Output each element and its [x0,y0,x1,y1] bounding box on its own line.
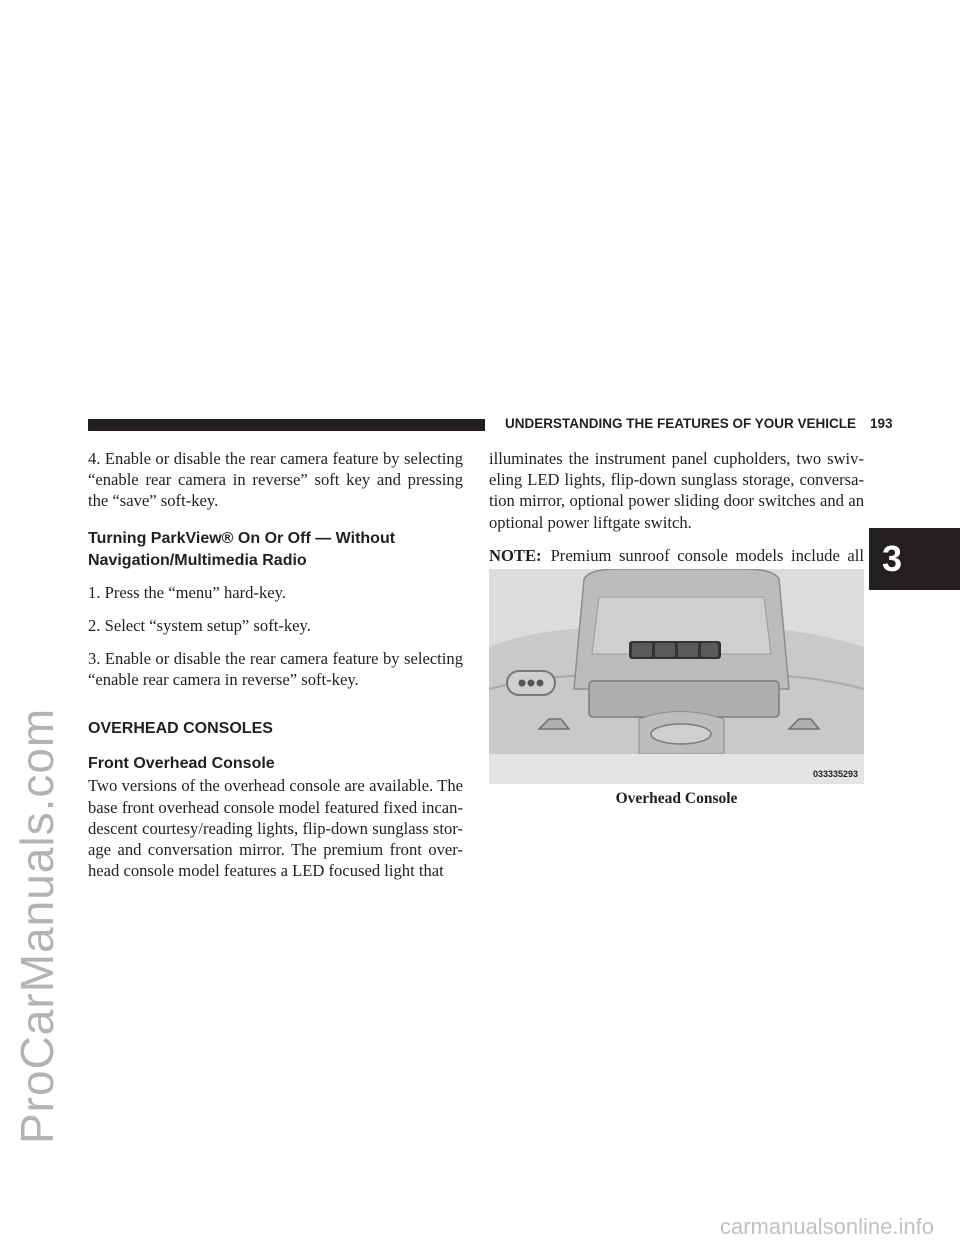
left-column [88,448,463,893]
bottom-watermark: carmanualsonline.info [719,1214,934,1239]
heading-turning-parkview: Turning ParkView® On Or Off — Without Navigation/Multimedia Radio [88,529,396,569]
step-2-text: 2. Select “system setup” soft-key. [88,615,311,635]
step-3-text: 3. Enable or disable the rear camera feature by selecting “enable rear camera in reverse” soft-key. [88,649,463,690]
figure-code: 033335293 [812,769,858,779]
heading-overhead-consoles: OVERHEAD CONSOLES [88,720,273,738]
side-watermark: ProCarManuals.com [11,707,63,1144]
header-bar [88,419,485,431]
figure-caption: Overhead Console [615,790,738,807]
section-title: UNDERSTANDING THE FEATURES OF YOUR VEHICLE [505,416,857,431]
heading-front-overhead-console: Front Overhead Console [88,755,275,773]
step-4-text: 4. Enable or disable the rear camera feature by selecting “enable rear camera in reverse” soft key and pressing the “save” soft-key. [88,449,463,511]
front-console-paragraph: Two versions of the overhead console are available. The base front overhead console model featured fixed incan-descent courtesy/reading lights, flip-down sunglass stor-age and conversation mirror. The premium front over-head console model features a LED focused light that [88,776,463,881]
running-header [505,416,893,431]
note-text: Premium sunroof console models include all [550,545,864,565]
overhead-console-illustration [489,569,864,784]
step-1-text: 1. Press the “menu” hard-key. [88,582,286,602]
page-number: 193 [870,416,893,431]
continued-paragraph: illuminates the instrument panel cupholders, two swiv-eling LED lights, flip-down sunglass storage, conversa-tion mirror, optional power sliding door switches and an optional power liftgate switch. [489,449,864,532]
chapter-tab: 3 [869,528,960,590]
overhead-console-figure [489,569,864,784]
note-label: NOTE: [489,545,542,565]
